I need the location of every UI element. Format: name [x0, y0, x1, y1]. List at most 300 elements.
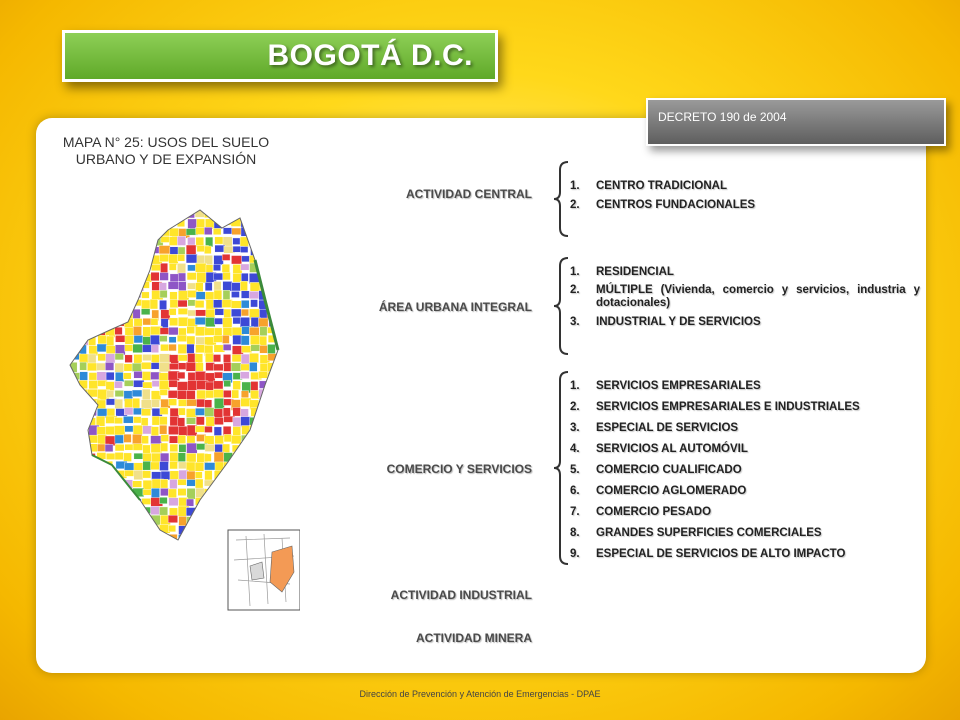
list-actividad-central [570, 180, 920, 211]
map-block [115, 245, 125, 252]
map-block [268, 416, 276, 424]
map-block [277, 336, 286, 342]
map-block [204, 454, 211, 462]
map-block [134, 335, 143, 342]
map-block [232, 211, 243, 219]
map-block [276, 435, 287, 444]
map-block [71, 281, 78, 291]
map-block [170, 543, 179, 549]
map-block [287, 219, 295, 226]
map-block [286, 461, 296, 470]
map-block [277, 327, 287, 336]
map-block [98, 488, 109, 495]
map-block [214, 452, 225, 463]
map-block [197, 399, 206, 407]
map-block [61, 363, 69, 370]
map-block [231, 461, 242, 467]
map-block [160, 488, 169, 495]
map-block [160, 336, 168, 342]
map-block [159, 300, 166, 309]
map-block [195, 300, 204, 307]
map-block [105, 238, 114, 246]
map-block [98, 507, 110, 515]
map-block [115, 435, 124, 444]
map-block [179, 282, 187, 292]
map-block [277, 516, 285, 527]
map-block [205, 317, 215, 326]
map-block [150, 211, 160, 217]
map-block [88, 247, 100, 253]
map-block [142, 247, 151, 254]
map-block [204, 201, 214, 211]
map-block [250, 335, 260, 345]
map-block [80, 490, 90, 496]
map-block [259, 517, 267, 527]
map-block [231, 363, 241, 371]
map-block [276, 263, 288, 271]
map-block [276, 480, 284, 489]
map-block [69, 254, 79, 261]
map-block [168, 426, 179, 434]
list-item: 8. GRANDES SUPERFICIES COMERCIALES [570, 527, 822, 539]
map-block [241, 444, 250, 451]
page-title: BOGOTÁ D.C. [267, 39, 473, 72]
map-block [187, 344, 195, 353]
map-block [222, 335, 229, 343]
map-block [97, 282, 109, 291]
map-block [105, 507, 115, 515]
map-block [205, 426, 213, 432]
map-block [268, 299, 278, 305]
map-block [142, 209, 150, 218]
map-block [160, 219, 170, 228]
map-block [106, 534, 117, 543]
map-block [133, 481, 142, 488]
map-block [178, 372, 185, 379]
map-block [134, 227, 142, 236]
map-block [89, 479, 97, 489]
map-block [285, 264, 294, 273]
map-block [260, 345, 268, 353]
map-block [61, 444, 69, 454]
map-block [114, 426, 125, 437]
map-block [259, 399, 267, 407]
map-block [88, 309, 99, 320]
map-block [70, 543, 81, 552]
map-block [233, 201, 240, 208]
map-block [170, 444, 178, 452]
map-block [231, 256, 241, 264]
map-block [286, 354, 296, 361]
map-block [169, 337, 176, 343]
map-block [287, 479, 297, 486]
map-block [88, 254, 99, 265]
map-block [79, 462, 90, 471]
map-block [88, 354, 96, 364]
map-block [259, 507, 270, 515]
map-block [160, 290, 167, 297]
list-item: 9. ESPECIAL DE SERVICIOS DE ALTO IMPACTO [570, 548, 846, 560]
map-block [206, 525, 217, 535]
map-block [232, 481, 240, 488]
map-block [87, 507, 94, 514]
map-block [61, 210, 68, 220]
map-block [61, 354, 71, 362]
map-block [70, 470, 79, 476]
map-block [169, 218, 177, 225]
map-block [241, 490, 252, 499]
map-block [60, 373, 70, 383]
map-block [96, 318, 105, 327]
map-block [286, 382, 297, 391]
map-block [152, 229, 159, 237]
map-block [78, 326, 90, 333]
map-block [107, 283, 116, 290]
map-block [96, 255, 104, 265]
map-block [197, 272, 207, 283]
map-block [107, 273, 115, 284]
map-block [115, 372, 124, 382]
map-block [179, 542, 188, 552]
category-actividad-minera: ACTIVIDAD MINERA [416, 631, 532, 645]
map-block [169, 201, 180, 209]
map-block [222, 254, 230, 260]
map-block [177, 335, 187, 342]
map-block [132, 210, 141, 221]
map-block [223, 290, 230, 300]
map-block [196, 507, 206, 514]
map-block [160, 273, 169, 281]
map-block [249, 353, 258, 363]
map-block [89, 380, 98, 388]
map-block [88, 542, 100, 553]
map-block [61, 525, 72, 536]
map-block [78, 425, 89, 434]
map-block [97, 535, 105, 545]
map-block [223, 228, 233, 234]
map-block [161, 435, 169, 442]
map-block [69, 346, 79, 354]
map-block [151, 264, 161, 271]
map-block [60, 336, 71, 345]
map-block [125, 254, 137, 264]
map-block [87, 219, 97, 226]
map-block [141, 534, 151, 542]
map-block [168, 525, 175, 532]
map-block [278, 228, 288, 239]
map-block [277, 390, 287, 397]
title-banner [62, 30, 498, 82]
map-block [231, 301, 242, 308]
map-block [169, 308, 176, 315]
map-block [213, 336, 223, 343]
map-block [106, 471, 116, 482]
map-block [170, 462, 178, 469]
map-block [267, 471, 274, 477]
map-block [231, 472, 241, 480]
map-block [233, 497, 245, 504]
map-block [277, 427, 286, 435]
map-block [98, 462, 108, 470]
map-block [71, 444, 80, 453]
map-block [150, 201, 157, 207]
map-block [241, 391, 248, 398]
map-block [268, 434, 279, 445]
map-block [160, 443, 167, 451]
map-block [213, 265, 220, 271]
map-block [115, 220, 126, 227]
map-block [69, 409, 79, 420]
map-block [160, 407, 168, 414]
map-block [61, 508, 71, 516]
map-block [268, 381, 276, 389]
map-block [268, 498, 278, 506]
map-block [89, 318, 97, 324]
decree-badge [646, 98, 946, 146]
map-block [134, 453, 144, 459]
map-block [233, 427, 241, 436]
map-block [222, 210, 231, 217]
map-block [286, 416, 297, 426]
map-block [285, 273, 293, 281]
map-block [88, 534, 98, 542]
map-block [107, 200, 116, 209]
map-block [96, 236, 105, 243]
map-block [107, 211, 117, 222]
map-block [215, 200, 224, 209]
map-block [88, 327, 97, 335]
map-block [231, 435, 241, 443]
map-block [116, 228, 127, 234]
map-block [213, 354, 221, 361]
map-block [187, 326, 195, 333]
map-block [106, 516, 114, 526]
map-block [241, 461, 253, 469]
map-block [125, 220, 136, 230]
map-block [78, 310, 88, 317]
map-block [213, 389, 223, 397]
map-block [160, 534, 169, 545]
map-block [124, 434, 132, 442]
map-block [87, 227, 97, 236]
map-block [223, 318, 232, 328]
map-block [169, 344, 177, 351]
map-block [142, 524, 149, 535]
map-block [269, 291, 277, 299]
map-block [115, 264, 124, 275]
map-block [178, 453, 186, 462]
map-block [224, 201, 235, 210]
list-item: 3. ESPECIAL DE SERVICIOS [570, 422, 739, 434]
map-block [232, 390, 239, 398]
map-block [196, 517, 207, 526]
map-block [231, 291, 239, 297]
map-block [115, 310, 124, 317]
map-block [115, 291, 122, 300]
map-block [268, 488, 278, 498]
map-block [267, 237, 275, 246]
map-block [124, 543, 136, 549]
map-block [206, 382, 215, 391]
map-block [250, 229, 259, 238]
map-block [242, 481, 253, 489]
map-block [80, 264, 90, 275]
map-block [286, 309, 297, 318]
map-block [287, 201, 298, 209]
map-block [107, 319, 117, 327]
map-block [169, 380, 178, 387]
map-block [143, 489, 151, 495]
map-block [142, 220, 152, 227]
map-block [115, 499, 124, 506]
map-block [71, 463, 82, 470]
map-block [78, 345, 86, 355]
map-block [285, 400, 293, 411]
map-block [88, 488, 95, 497]
map-block [206, 363, 215, 371]
map-block [276, 246, 283, 255]
map-block [187, 443, 198, 454]
map-block [205, 497, 212, 504]
map-block [241, 291, 250, 299]
map-block [106, 372, 114, 380]
map-block [133, 417, 141, 424]
map-block [260, 264, 270, 272]
map-block [276, 237, 288, 245]
map-block [69, 238, 79, 244]
map-block [179, 444, 186, 452]
map-block [106, 354, 115, 363]
map-block [195, 371, 206, 381]
map-block [251, 300, 258, 307]
map-block [195, 472, 202, 479]
map-block [71, 310, 80, 320]
map-block [79, 299, 89, 309]
map-block [125, 211, 135, 219]
category-area-urbana-integral: ÁREA URBANA INTEGRAL [378, 300, 532, 314]
map-block [241, 264, 249, 270]
map-block [249, 436, 259, 442]
map-block [224, 462, 236, 472]
map-block [241, 300, 249, 308]
map-block [205, 282, 212, 290]
map-block [223, 328, 232, 337]
map-block [125, 336, 134, 345]
map-block [61, 201, 69, 208]
map-block [224, 515, 234, 526]
map-block [241, 273, 248, 282]
map-block [141, 362, 152, 369]
map-block [206, 417, 215, 427]
map-block [80, 506, 88, 513]
map-block [258, 201, 267, 207]
map-block [89, 290, 99, 301]
map-block [196, 363, 204, 372]
map-block [249, 516, 257, 522]
map-block [260, 256, 270, 264]
map-block [170, 210, 179, 220]
map-block [124, 300, 132, 306]
map-block [143, 382, 153, 388]
list-item: 2. CENTROS FUNDACIONALES [570, 199, 756, 211]
map-block [134, 200, 145, 208]
map-block [97, 211, 108, 219]
map-block [160, 462, 169, 471]
map-block [267, 463, 275, 470]
map-block [123, 524, 135, 535]
map-block [70, 516, 77, 523]
map-block [142, 389, 150, 400]
list-item: 6. COMERCIO AGLOMERADO [570, 485, 747, 497]
map-block [124, 281, 135, 292]
map-block [61, 319, 69, 327]
map-block [187, 471, 195, 480]
map-block [70, 506, 78, 515]
map-block [105, 444, 113, 451]
map-block [249, 462, 261, 469]
map-block [285, 335, 293, 345]
list-item: 7. COMERCIO PESADO [570, 506, 712, 518]
map-block [61, 498, 72, 508]
map-block [69, 499, 78, 509]
map-block [115, 399, 123, 409]
map-block [276, 274, 286, 281]
map-block [222, 264, 230, 272]
map-block [134, 318, 142, 326]
map-block [69, 381, 78, 389]
map-block [269, 273, 278, 281]
map-block [141, 409, 150, 416]
map-block [124, 408, 133, 415]
map-block [124, 228, 135, 237]
map-block [276, 452, 284, 460]
map-block [278, 371, 288, 379]
map-block [188, 202, 200, 213]
map-block [188, 534, 199, 545]
map-block [249, 362, 257, 371]
map-block [241, 515, 252, 524]
map-block [285, 453, 295, 460]
map-block [258, 408, 268, 418]
map-block [142, 201, 153, 210]
map-block [287, 211, 299, 219]
map-block [286, 291, 293, 298]
map-block [196, 310, 207, 316]
map-block [88, 301, 99, 311]
map-block [141, 309, 150, 315]
map-block [177, 254, 185, 261]
map-block [214, 427, 222, 436]
map-block [268, 425, 278, 433]
map-block [106, 309, 117, 317]
map-block [61, 246, 68, 256]
map-block [60, 382, 68, 389]
category-actividad-industrial: ACTIVIDAD INDUSTRIAL [390, 588, 532, 602]
map-block [60, 490, 69, 496]
map-block [251, 218, 263, 228]
map-block [78, 227, 86, 238]
map-block [124, 463, 134, 471]
map-block [277, 353, 287, 361]
map-block [213, 525, 224, 533]
map-block [241, 309, 249, 316]
map-block [124, 292, 135, 300]
map-block [178, 273, 186, 281]
map-block [260, 237, 268, 246]
map-block [259, 497, 270, 506]
map-block [276, 443, 286, 452]
map-block [259, 220, 269, 230]
